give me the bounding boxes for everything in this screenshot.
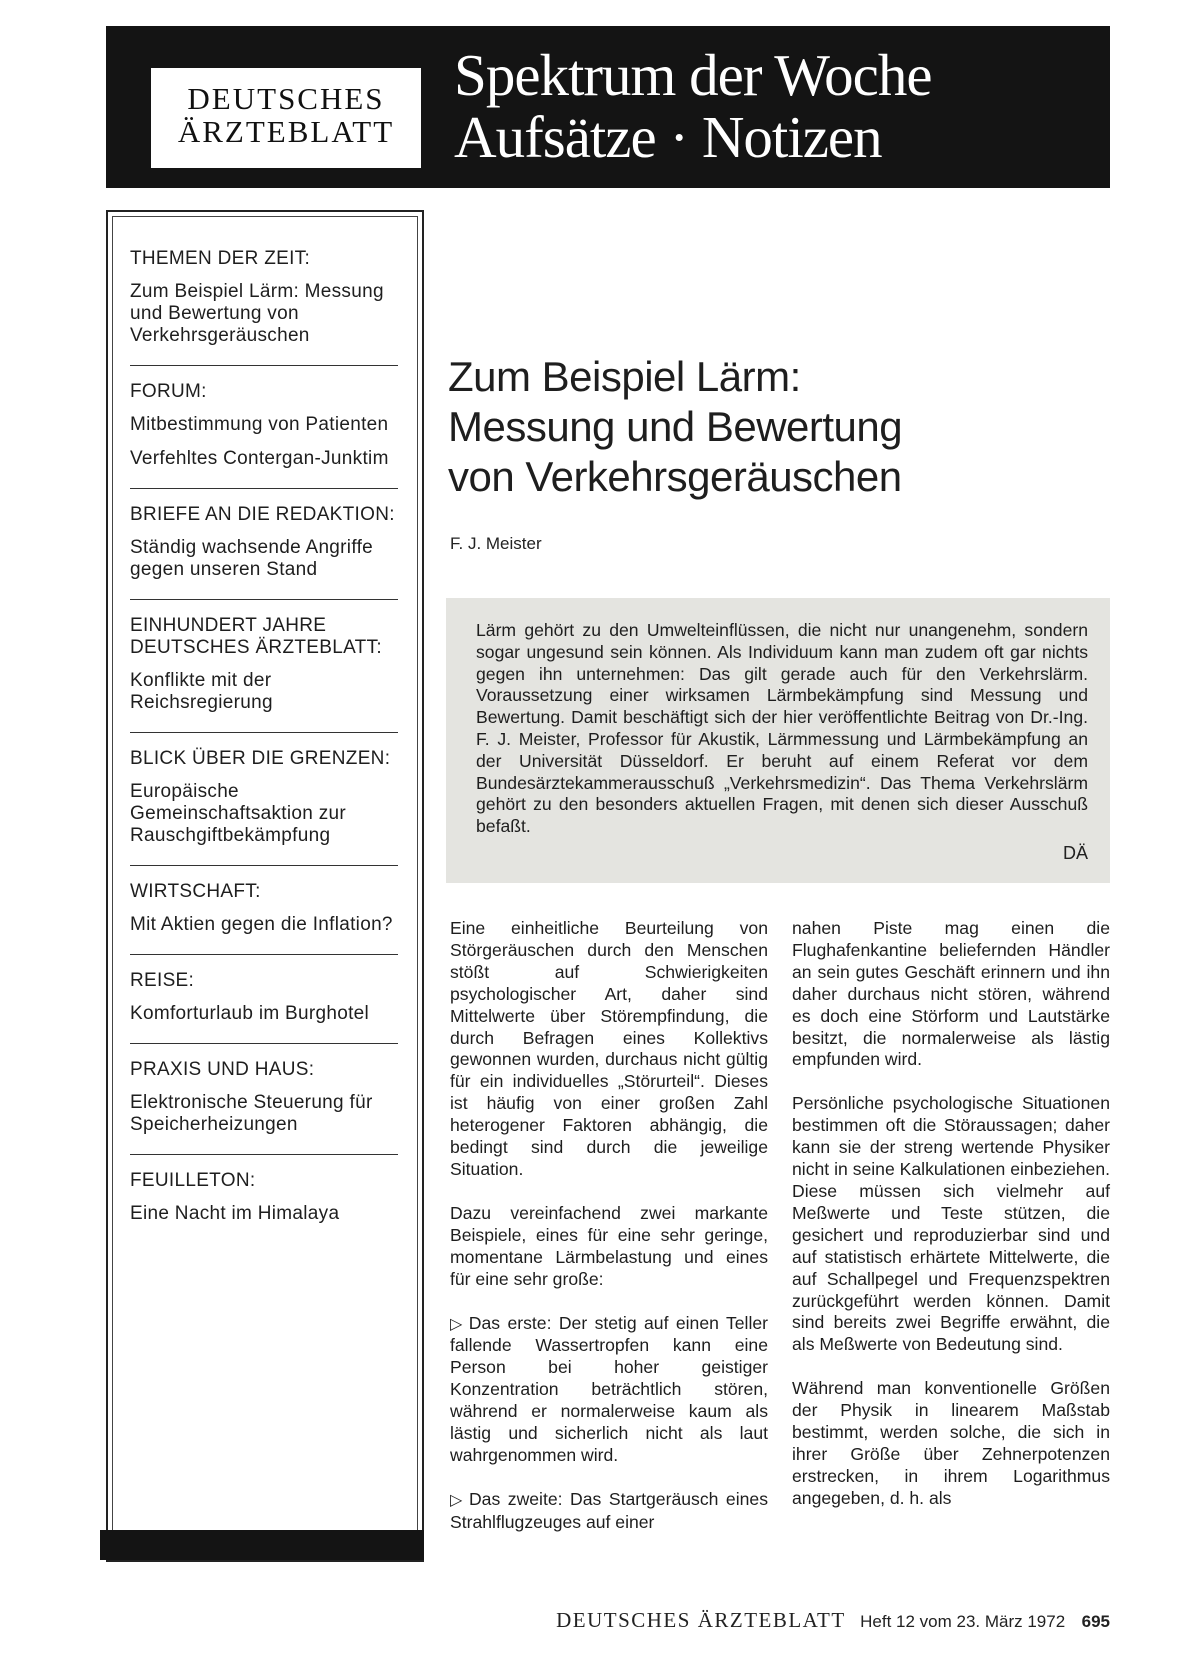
contents-entry[interactable]: Mit Aktien gegen die Inflation?: [130, 914, 393, 935]
article-author: F. J. Meister: [450, 534, 542, 553]
contents-section-heading: BLICK ÜBER DIE GRENZEN:: [130, 748, 391, 769]
section-divider: [130, 365, 398, 366]
footer-journal: DEUTSCHES ÄRZTEBLATT: [556, 1608, 846, 1632]
bullet-paragraph: [450, 1313, 768, 1467]
article-title: [448, 352, 1108, 502]
contents-entry[interactable]: Eine Nacht im Himalaya: [130, 1203, 340, 1224]
contents-entry[interactable]: Ständig wachsende Angriffe gegen unseren Stand: [130, 537, 374, 580]
journal-logo: [151, 68, 421, 168]
section-divider: [130, 488, 398, 489]
contents-entry[interactable]: Konflikte mit der Reichsregierung: [130, 670, 273, 713]
section-title-line-2: Aufsätze · Notizen: [454, 104, 882, 170]
article-title-line-1: Zum Beispiel Lärm:: [448, 353, 801, 400]
contents-section-heading: PRAXIS UND HAUS:: [130, 1059, 315, 1080]
paragraph-text: Das zweite: Das Startgeräusch eines Strahlflugzeuges auf einer: [450, 1488, 768, 1532]
contents-section: [130, 248, 398, 347]
bullet-paragraph: [450, 1489, 768, 1534]
contents-section: [130, 748, 398, 847]
contents-entry[interactable]: Europäische Gemeinschaftsaktion zur Rauschgiftbekämpfung: [130, 781, 346, 846]
contents-section-heading: WIRTSCHAFT:: [130, 881, 261, 902]
paragraph: Persönliche psychologische Situationen bestimmen oft die Störaussagen; daher kann sie der streng wertende Physiker nicht in seine Kalkulationen einbeziehen. Diese müssen sich vielmehr auf Meßwerte und Teste stützen, die gesichert und reproduzierbar sind und auf statistisch erhärtete Mittelwerte, die auf Schallpegel und Frequenzspektren zurückgeführt werden können. Damit sind bereits zwei Begriffe erwähnt, die als Meßwerte von Bedeutung sind.: [792, 1093, 1110, 1355]
contents-section-heading: FORUM:: [130, 381, 207, 402]
lead-text: Lärm gehört zu den Umwelteinflüssen, die nicht nur unangenehm, sondern sogar ungesund sein können. Als Individuum kann man zudem oft gar nichts gegen ihn unternehmen: Das gilt gerade auch für den Verkehrslärm. Voraussetzung einer wirksamen Lärmbekämpfung sind Messung und Bewertung. Damit beschäftigt sich der hier veröffentlichte Beitrag von Dr.-Ing. F. J. Meister, Professor für Akustik, Lärmmessung und Lärmbekämpfung an der Universität Düsseldorf. Er beruht auf einem Referat vor dem Bundesärztekammerausschuß „Verkehrsmedizin“. Das Thema Verkehrslärm gehört zu den besonders aktuellen Fragen, mit denen sich dieser Ausschuß befaßt.: [476, 620, 1088, 837]
paragraph: nahen Piste mag einen die Flughafenkantine beliefernden Händler an sein gutes Geschäft erinnern und ihn daher durchaus nicht stören, während es doch eine Störform und Lautstärke besitzt, die normalerweise als lästig empfunden wird.: [792, 918, 1110, 1070]
sidebar-bottom-bar: [100, 1530, 424, 1560]
contents-sidebar: [106, 210, 424, 1562]
triangle-right-icon: ▷: [450, 1491, 465, 1509]
contents-entry[interactable]: Komforturlaub im Burghotel: [130, 1003, 370, 1024]
contents-entry[interactable]: Mitbestimmung von Patienten: [130, 414, 389, 435]
masthead: [106, 26, 1110, 188]
section-title-line-1: Spektrum der Woche: [454, 42, 932, 108]
section-divider: [130, 732, 398, 733]
contents-list: [130, 248, 398, 1237]
paragraph: Während man konventionelle Größen der Physik in linearem Maßstab bestimmt, werden solche, die sich in ihrer Größe über Zehnerpotenzen erstrecken, in ihrem Logarithmus angegeben, d. h. als: [792, 1378, 1110, 1508]
triangle-right-icon: ▷: [450, 1315, 465, 1333]
logo-line-1: DEUTSCHES: [187, 81, 385, 116]
paragraph-text: Das erste: Der stetig auf einen Teller fallende Wassertropfen kann eine Person bei hoher geistiger Konzentration beträchtlich stören, während er normalerweise kaum als lästig und sicherlich nicht als laut wahrgenommen wird.: [450, 1312, 768, 1465]
article-title-line-2: Messung und Bewertung: [448, 403, 903, 450]
section-divider: [130, 599, 398, 600]
contents-entry[interactable]: Verfehltes Contergan-Junktim: [130, 448, 389, 469]
contents-section: [130, 1059, 398, 1136]
footer-issue: Heft 12 vom 23. März 1972: [860, 1612, 1066, 1631]
section-title: [454, 44, 932, 168]
section-divider: [130, 1043, 398, 1044]
article-column-1: [450, 918, 768, 1556]
contents-section: [130, 504, 398, 581]
contents-section: [130, 1170, 398, 1225]
logo-line-2: ÄRZTEBLATT: [177, 114, 395, 149]
contents-section: [130, 970, 398, 1025]
paragraph: Eine einheitliche Beurteilung von Störgeräuschen durch den Menschen stößt auf Schwierigkeiten psychologischer Art, daher sind Mittelwerte über Störempfindung, die durch Befragen eines Kollektivs gewonnen wurden, durchaus nicht gültig für ein individuelles „Störurteil“. Dieses ist häufig von einer großen Zahl heterogener Faktoren abhängig, die bedingt sind durch die jeweilige Situation.: [450, 918, 768, 1179]
contents-entry[interactable]: Zum Beispiel Lärm: Messung und Bewertung von Verkehrsgeräuschen: [130, 281, 384, 346]
page-footer: [496, 1608, 1110, 1633]
lead-signature: DÄ: [1062, 843, 1088, 863]
contents-section: [130, 881, 398, 936]
section-divider: [130, 865, 398, 866]
lead-box: [446, 598, 1110, 883]
contents-section-heading: THEMEN DER ZEIT:: [130, 248, 311, 269]
section-divider: [130, 1154, 398, 1155]
paragraph: Dazu vereinfachend zwei markante Beispiele, eines für eine sehr geringe, momentane Lärmbelastung und eines für eine sehr große:: [450, 1202, 768, 1289]
page-number: 695: [1081, 1612, 1110, 1631]
contents-section-heading: FEUILLETON:: [130, 1170, 256, 1191]
contents-entry[interactable]: Elektronische Steuerung für Speicherheizungen: [130, 1092, 373, 1135]
article-column-2: [792, 918, 1110, 1532]
section-divider: [130, 954, 398, 955]
contents-section-heading: BRIEFE AN DIE REDAKTION:: [130, 504, 395, 525]
article-title-line-3: von Verkehrsgeräuschen: [448, 453, 902, 500]
contents-section: [130, 381, 398, 470]
contents-section-heading: EINHUNDERT JAHRE DEUTSCHES ÄRZTEBLATT:: [130, 615, 382, 658]
contents-section-heading: REISE:: [130, 970, 195, 991]
contents-section: [130, 615, 398, 714]
